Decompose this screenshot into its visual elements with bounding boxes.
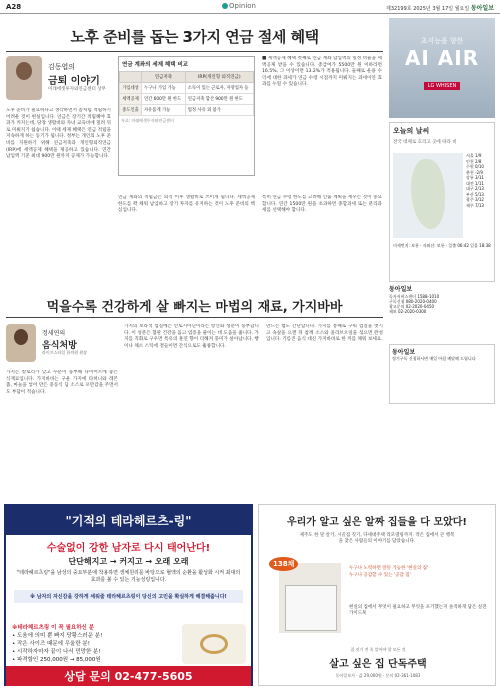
article1-body-left: 노후 준비가 필요하다고 생각하면서 좀처럼 적립하기 어려운 것이 현실입니다. 연금은 장기간 적립해야 효과가 커지는데, 당장 생활비와 자녀 교육비에 밀려 뒤로 미뤄지기 쉽습니다. 이때 세제 혜택은 연금 적립을 지속하게 하는 동기가 됩니다. 정부는 개인의 노후 준비를 지원하기 위해 연금저축과 개인형퇴직연금(IRP)에 세액공제 혜택을 제공하고 있습니다. 연간 납입액 기준 최대 900만 원까지 공제가 가능합니다.: [6, 108, 111, 160]
weather-city: 부산 5/13: [466, 191, 484, 197]
ring-icon: [200, 634, 228, 654]
section-label: Opinion: [222, 2, 256, 10]
tera-highlight: ※ 남자의 자신감을 강하게 세워줄 테라헤르츠링이 당신의 고민을 확실하게 해결해줍니다!: [14, 590, 243, 603]
table-grid: [119, 71, 254, 116]
house-bullet: 누구나 노력하면 알뜰 가능한 '현실의 집': [349, 566, 429, 571]
article1-author: [6, 56, 111, 100]
weather-box: [389, 122, 495, 282]
column-title: 금퇴 이야기: [48, 76, 100, 87]
tera-list-head: ※테라헤르츠링 이 꼭 필요하신 분: [12, 625, 95, 631]
table-title: 연금 계좌의 세제 혜택 비교: [122, 62, 189, 68]
house-bullets: [349, 565, 489, 579]
ad-tagline: 초지능을 향한: [420, 37, 464, 45]
subscription-ad[interactable]: [389, 344, 495, 404]
weather-title: 오늘의 날씨: [393, 127, 430, 135]
house-contact: 동아일보사 · 값 29,000원 · 문의 02-361-1083: [335, 673, 421, 678]
tera-list-item: • 시작하자마자 끝이 나서 민망한 분!: [12, 649, 101, 655]
table-corner: [120, 72, 142, 83]
pension-table: [118, 56, 255, 176]
article2-body-mid: 가지의 보라색 껍질에는 안토시아닌이라는 항산화 성분이 풍부합니다. 이 성분은 혈관 건강을 돕고 염증을 줄이는 데 도움을 줍니다. 가지를 직화로 구우면 특유의 훈연 향이 더해져 풍미가 살아납니다. 빵이나 채소 스틱에 곁들이면 간식으로도 훌륭합니다.: [124, 324, 259, 349]
korea-map-icon: [411, 159, 445, 229]
table-row: 중도인출 자유롭게 가능 법정 사유 외 불가: [120, 105, 254, 116]
ac-advertisement[interactable]: [389, 18, 495, 118]
terahertz-ring-ad[interactable]: [4, 504, 253, 686]
weather-city: 춘천 -2/9: [466, 169, 483, 175]
house-book-ad[interactable]: [258, 504, 496, 686]
divider: [6, 51, 383, 52]
article1-headline-area: [6, 18, 383, 52]
ring-product-image: [182, 624, 246, 664]
author-avatar: [6, 324, 36, 362]
weather-city-list: [466, 153, 493, 208]
table-col-header: IRP(개인형 퇴직연금): [185, 72, 253, 83]
tera-list: [12, 624, 177, 664]
article1-body-mid: ■ 세액공제 혜택 첫째로 연금 계좌 납입액의 일정 비율을 세액공제 받을 수 있습니다. 총급여가 5500만 원 이하라면 16.5%, 그 이상이면 13.2%가 적용됩니다. 둘째로 운용 수익에 대한 과세가 연금 수령 시점까지 미뤄지는 과세이연 효과를 누릴 수 있습니다.: [262, 56, 382, 88]
weather-city: 제주 7/13: [466, 202, 484, 208]
mini-ad-text: 정기구독 신청하시면 매일 아침 배달해 드립니다: [392, 356, 476, 361]
author-affiliation: 라이프스타일 한의원 원장: [42, 350, 88, 355]
table-source: 자료: 미래에셋투자와연금센터: [121, 118, 174, 123]
tera-list-item: • 도움에 의미 뿐 빠지 당황스러운 분!: [12, 633, 103, 639]
article1-body-bottom-left: 연금 계좌의 적립금은 퇴직 이후 생활비로 쓰이게 됩니다. 세액공제 한도를 꽉 채워 납입하고 장기 투자를 유지하는 것이 노후 준비의 핵심입니다.: [118, 195, 255, 214]
contact-title: 동아일보: [389, 286, 413, 293]
weather-city: 대구 2/13: [466, 186, 484, 191]
weather-city: 인천 2/8: [466, 158, 482, 164]
contact-box: [389, 287, 495, 339]
contact-line: 독자서비스센터 1588-1010: [389, 294, 440, 299]
weather-city: 서울 1/9: [466, 153, 482, 158]
weather-city: 수원 0/10: [466, 164, 484, 169]
tera-description: "테라헤르츠링"을 남성의 중요부분에 착용하면 생체원리를 바탕으로 혈액의 순환을 활성화 시켜 최대의 효과를 볼 수 있는 기능성링입니다.: [16, 570, 241, 583]
author-name: 정세연의: [42, 330, 66, 337]
ad-product-name: AI AIR: [404, 46, 480, 70]
house-note: 현실의 집에서 무엇이 필요하고 무엇을 포기했는지 솔직하게 담은 실전 가이드북: [349, 605, 487, 616]
article1-body-bottom-right: 특히 연금 수령 한도를 고려해 인출 계획을 세우는 것이 중요합니다. 연간 1500만 원을 초과하면 종합과세 또는 분리과세를 선택해야 합니다.: [262, 195, 382, 214]
house-photo: [279, 563, 341, 633]
table-row: 세액공제 연간 600만 원 한도 연금저축 합산 900만 원 한도: [120, 94, 254, 105]
contact-line: 광고문의 02-2020-0450: [389, 304, 435, 309]
house-bullet: 누구나 공감할 수 있는 '공감 집': [349, 573, 411, 578]
weather-city: 대전 1/11: [466, 180, 484, 186]
contact-line: 제보 02-2020-0300: [389, 309, 427, 314]
mini-ad-title: 동아일보: [392, 349, 416, 356]
tera-list-item: • 작은 사이즈 때문에 우울한 분!: [12, 641, 90, 647]
page-header: [0, 0, 500, 14]
divider: [6, 317, 383, 318]
article1-headline[interactable]: 노후 준비를 돕는 3가지 연금 절세 혜택: [70, 28, 319, 46]
house-badge: 138채: [269, 557, 298, 571]
table-col-header: 연금저축: [142, 72, 186, 83]
table-row: 가입대상 누구나 가입 가능 소득이 있는 근로자, 자영업자 등: [120, 83, 254, 94]
issue-info: 제32199호 2025년 3월 17일 월요일 동아일보: [386, 5, 494, 12]
house-headline: 우리가 알고 싶은 알짜 집들을 다 모았다!: [286, 517, 467, 528]
article2-headline[interactable]: 먹을수록 건강하게 살 빠지는 마법의 재료, 가지바바: [46, 300, 343, 315]
tera-subheadline2: 단단해지고 → 커지고 → 오래 오래: [68, 557, 189, 566]
tera-headline: "기적의 테라헤르츠-링": [6, 506, 251, 535]
weather-map: [393, 153, 463, 238]
author-name: 김동엽의: [48, 63, 76, 71]
ad-brand: LG WHISEN: [424, 82, 461, 90]
opinion-dot-icon: [222, 3, 228, 9]
house-sub: 집 짓기 전 꼭 알아야 할 모든 것: [350, 647, 406, 652]
article2-author: [6, 324, 118, 362]
house-description: 제주도 한 달 살기, 시골집 짓기, 다세대주택 리모델링까지. 작은 집에서 큰 행복을 찾은 사람들의 이야기를 담았습니다.: [299, 533, 455, 544]
article2-body-right: 만드는 법도 간단합니다. 가지를 통째로 구워 껍질을 벗기고 속살을 으깬 뒤 참깨 소스와 올리브오일을 섞으면 완성입니다. 기름진 음식 대신 가지바바로 한 끼를 채워 보세요.: [266, 324, 383, 343]
house-book-title: 살고 싶은 집 단독주택: [329, 659, 427, 670]
contact-line: 구독신청 080-2020-0400: [389, 299, 437, 304]
author-affiliation: 미래에셋투자와연금센터 상무: [48, 87, 106, 92]
page-number: A28: [6, 3, 22, 11]
tera-list-item: • 파격할인 250,000원 → 85,000원: [12, 657, 101, 663]
weather-city: 강릉 3/11: [466, 175, 484, 180]
weather-subtitle: 전국 대체로 흐리고 곳에 따라 비: [393, 140, 457, 145]
author-avatar: [6, 56, 42, 100]
article2-body-left: 가지는 칼로리가 낮고 수분이 풍부해 다이어트에 좋은 식재료입니다. 가지바바는 구운 가지에 타히니와 레몬즙, 마늘을 넣어 만든 중동식 딥 소스로 포만감을 주면서도 부담이 적습니다.: [6, 370, 118, 395]
tera-subheadline: 수술없이 강한 남자로 다시 태어난다!: [46, 543, 211, 554]
tera-phone[interactable]: 상담 문의 02-477-5605: [6, 666, 251, 686]
weather-extra: 미세먼지: 보통 · 자외선: 보통 · 일출 06:42 일몰 18:38: [393, 243, 491, 248]
column-title: 음식처방: [42, 341, 77, 351]
weather-city: 광주 3/12: [466, 197, 484, 202]
